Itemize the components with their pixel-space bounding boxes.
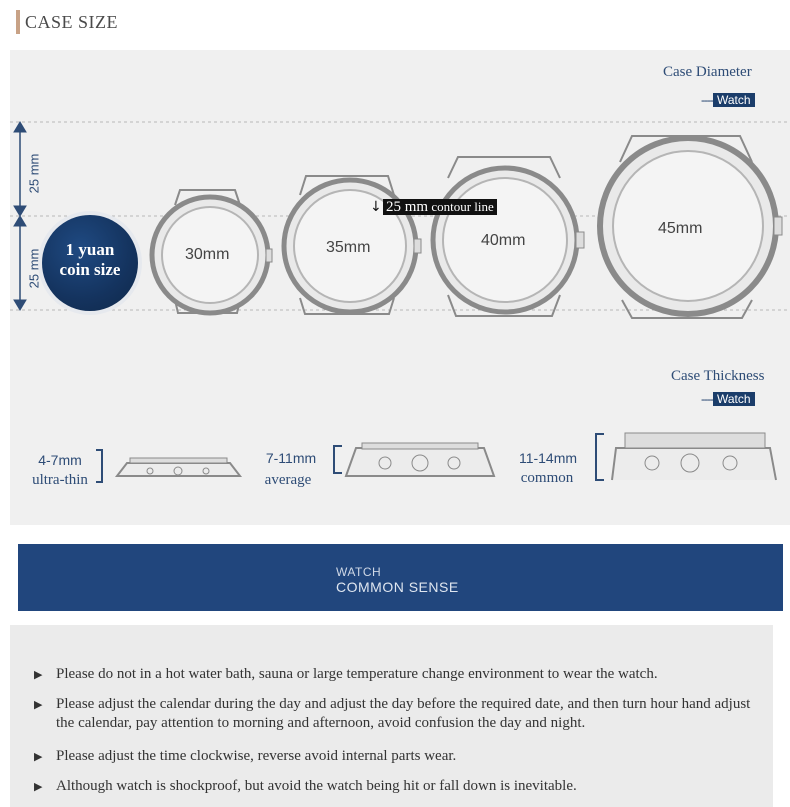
triangle-bullet-icon: ▶ (34, 668, 43, 681)
size-label-40: 40mm (481, 232, 526, 249)
dimension-top-label: 25 mm (26, 153, 42, 194)
dimension-bottom-label: 25 mm (26, 248, 42, 289)
thickness-average (334, 443, 494, 476)
note-item (34, 777, 756, 796)
contour-line-label (383, 199, 497, 215)
thickness-label-average: average (264, 472, 312, 488)
thickness-range-common: 11-14mm (518, 450, 578, 466)
banner-line1: WATCH (336, 565, 382, 579)
note-text: Please adjust the time clockwise, reverse avoid internal parts wear. (56, 748, 457, 764)
triangle-bullet-icon: ▶ (34, 698, 43, 711)
notes-panel (10, 625, 773, 807)
watch-tag-label: Watch (713, 93, 755, 107)
triangle-bullet-icon: ▶ (34, 780, 43, 793)
contour-value: 25 mm (386, 199, 429, 215)
case-diameter-title: Case Diameter (663, 64, 752, 80)
coin-label-line2: coin size (59, 260, 121, 279)
coin-label (42, 240, 138, 280)
contour-text: contour line (431, 199, 494, 214)
note-text: Although watch is shockproof, but avoid the watch being hit or fall down is inevitable. (56, 778, 577, 794)
page-title: CASE SIZE (25, 12, 119, 32)
banner-line2: COMMON SENSE (336, 579, 459, 595)
common-sense-banner (18, 544, 783, 611)
thickness-label-ultra-thin: ultra-thin (32, 472, 88, 488)
note-item (34, 747, 756, 766)
size-label-35: 35mm (326, 239, 371, 256)
size-label-45: 45mm (658, 220, 703, 237)
thickness-range-ultra-thin: 4-7mm (38, 452, 82, 468)
note-text: Please adjust the calendar during the day and adjust the day before the required date, and then turn hour hand adjust the calendar, pay attention to morning and afternoon, avoid confusion the day and night. (56, 696, 751, 731)
case-diameter-tag (701, 93, 755, 107)
watch-tag-label: Watch (713, 392, 755, 406)
size-label-30: 30mm (185, 246, 230, 263)
triangle-bullet-icon: ▶ (34, 750, 43, 763)
case-thickness-tag (701, 392, 755, 406)
coin-label-line1: 1 yuan (65, 240, 115, 259)
thickness-common (596, 433, 776, 480)
note-item (34, 695, 761, 733)
note-text: Please do not in a hot water bath, sauna or large temperature change environment to wear the watch. (56, 666, 658, 682)
note-item (34, 665, 756, 684)
thickness-label-common: common (520, 470, 574, 486)
thickness-ultra-thin (96, 450, 240, 482)
tag-dash: ---- (701, 93, 713, 107)
thickness-range-average: 7-11mm (265, 450, 317, 466)
case-thickness-title: Case Thickness (671, 368, 765, 384)
tag-dash: ---- (701, 392, 713, 406)
down-arrow-icon: ↓ (370, 199, 382, 215)
